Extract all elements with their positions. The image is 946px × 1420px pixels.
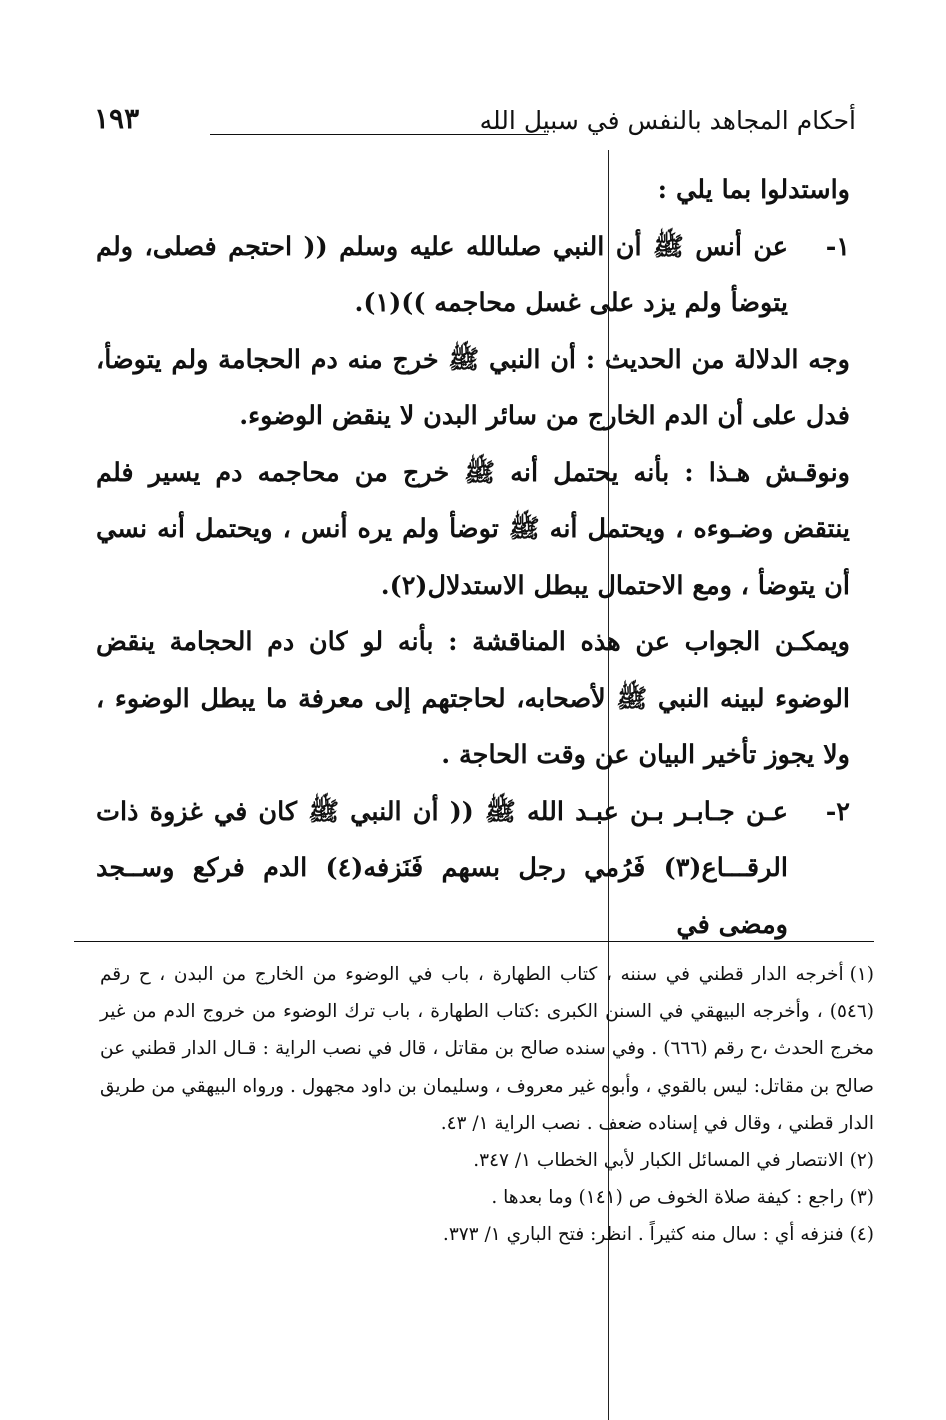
item-text: عـن جـابـر بـن عبـد الله ﷺ (( أن النبي ﷺ كان في غزوة ذات الرقـــاع(٣) فَرُمي رجل بسهم فَنَزفه(٤) الدم فركع وســجد ومضى في — [96, 796, 788, 940]
footnote-separator — [74, 941, 874, 942]
footnote-marker: (٢) — [849, 1150, 874, 1172]
footnote — [100, 1142, 874, 1179]
paragraph-response: ويمكـن الجواب عن هذه المناقشة : بأنه لو كان دم الحجامة ينقض الوضوء لبينه النبي ﷺ لأصحابه، لحاجتهم إلى معرفة ما يبطل الوضوء ، ولا يجوز تأخير البيان عن وقت الحاجة . — [96, 627, 850, 770]
footnote-marker: (٣) — [849, 1187, 874, 1209]
footnote-text: راجع : كيفة صلاة الخوف ص (١٤١) وما بعدها . — [491, 1187, 844, 1209]
footnote-text: أخرجه الدار قطني في سننه ، كتاب الطهارة ، باب في الوضوء من الخارج من البدن ، ح رقم (٥٤٦) ، وأخرجه البيهقي في السنن الكبرى :كتاب الطهارة ، باب ترك الوضوء من خروج الدم من غير مخرج الحدث ،ح رقم (٦٦٦) . وفي سنده صالح بن مقاتل ، قال في نصب الراية : قـال الدار قطني عن صالح بن مقاتل: ليس بالقوي ، وأبوه غير معروف ، وسليمان بن داود مجهول . ورواه البيهقي من طريق الدار قطني ، وقال في إسناده ضعف . نصب الراية ١/ ٤٣. — [100, 964, 875, 1134]
header-rule — [210, 134, 548, 135]
evidence-item-1 — [96, 219, 850, 332]
intro-line: واستدلوا بما يلي : — [657, 175, 850, 205]
footnote — [100, 956, 874, 1142]
evidence-item-2 — [96, 784, 850, 954]
running-header — [90, 102, 856, 146]
main-text — [96, 162, 850, 953]
footnote — [100, 1179, 874, 1216]
footnote-text: فنزفه أي : سال منه كثيراً . انظر: فتح الباري ١/ ٣٧٣. — [442, 1224, 844, 1246]
running-title: أحكام المجاهد بالنفس في سبيل الله — [479, 106, 856, 135]
footnote — [100, 1216, 874, 1253]
item-number: ٢- — [825, 796, 850, 827]
footnotes — [100, 956, 874, 1254]
paragraph-objection: ونوقـش هـذا : بأنه يحتمل أنه ﷺ خرج من محاجمه دم يسير فلم ينتقض وضـوءه ، ويحتمل أنه ﷺ توضأ ولم يره أنس ، ويحتمل أنه نسي أن يتوضأ ، ومع الاحتمال يبطل الاستدلال(٢). — [96, 457, 850, 601]
footnote-text: الانتصار في المسائل الكبار لأبي الخطاب ١/ ٣٤٧. — [473, 1150, 844, 1172]
page-number: ١٩٣ — [94, 102, 140, 135]
footnote-marker: (١) — [849, 964, 874, 985]
item-text: عن أنس ﷺ أن النبي صلىالله عليه وسلم (( احتجم فصلى، ولم يتوضأ ولم يزد على غسل محاجمه ))(١). — [96, 231, 788, 318]
paragraph-evidence-point: وجه الدلالة من الحديث : أن النبي ﷺ خرج منه دم الحجامة ولم يتوضأ، فدل على أن الدم الخارج من سائر البدن لا ينقض الوضوء. — [96, 344, 850, 431]
item-number: ١- — [825, 231, 850, 262]
footnote-marker: (٤) — [849, 1224, 874, 1246]
